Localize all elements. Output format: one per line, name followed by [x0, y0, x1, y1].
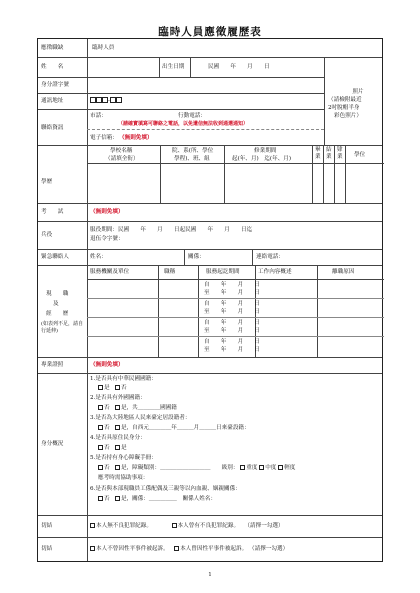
degree-header: 學位: [354, 152, 366, 158]
exp-period-header: 服務起訖期間: [206, 269, 240, 275]
dept-header: 院、系(所、學位: [172, 148, 214, 154]
education-label: 學歷: [41, 179, 53, 185]
email-note: （無則免填）: [119, 135, 153, 141]
email-label: 電子信箱：: [90, 135, 118, 141]
position-label: 應徵職缺: [41, 45, 64, 51]
period-header: 修業期間: [254, 148, 277, 154]
exam-note: （無則免填）: [90, 209, 124, 215]
exp-content-header: 工作內容概述: [258, 269, 292, 275]
exp-date-from-1[interactable]: 自 年 月 日: [204, 282, 260, 288]
q5-assist[interactable]: 應考時需協助事項：: [98, 475, 149, 481]
school-header: 學校名稱: [110, 148, 133, 154]
exp-date-to-1[interactable]: 至 年 月 日: [204, 290, 260, 296]
exp-date-to-2[interactable]: 至 年 月 日: [204, 309, 260, 315]
dept-subheader: 學程)、班、組: [174, 156, 210, 162]
q2-options: 否 是，共＿＿＿＿國國籍: [98, 405, 177, 412]
exp-date-from-2[interactable]: 自 年 月 日: [204, 301, 260, 307]
emergency-phone[interactable]: 連絡電話：: [256, 254, 284, 260]
emergency-name[interactable]: 姓名：: [90, 254, 107, 260]
graduated-header: 畢業: [315, 147, 321, 160]
address-label: 通訊地址: [41, 98, 64, 104]
exp-org-header: 服務機關及單位: [90, 269, 130, 275]
q4-yes-checkbox[interactable]: [115, 445, 120, 450]
q4-text: 4.是否具原住民身分：: [90, 435, 146, 441]
school-subheader: （請填全衔）: [105, 156, 139, 162]
q6-options: 否 是，關係：＿＿＿＿＿ 關係人姓名：: [98, 496, 216, 503]
q5-moderate-checkbox[interactable]: [259, 465, 264, 470]
q4-no-checkbox[interactable]: [98, 445, 103, 450]
pledge2-options: 本人不曾因性平事件被起訴。 本人曾因性平事件被起訴。 （請擇一勾選）: [90, 546, 288, 553]
pledge1-has-record-checkbox[interactable]: [172, 523, 177, 528]
emergency-label: 緊急聯絡人: [41, 254, 69, 260]
position-value[interactable]: 臨時人員: [92, 45, 115, 51]
experience-label-history: 經 歷: [46, 311, 69, 317]
q6-yes-checkbox[interactable]: [115, 496, 120, 501]
attended-header: 肄業: [337, 147, 343, 160]
q6-text: 6.是否與本部現職員工係配偶及三親等以內血親、姻親關係：: [90, 486, 241, 492]
exam-label: 考 試: [41, 209, 64, 215]
exp-title-header: 職稱: [164, 269, 176, 275]
label-column-divider: [87, 39, 88, 561]
q1-text: 1.是否具有中華民國國籍：: [90, 376, 157, 382]
q3-text: 3.是否為大陸地區人民來臺定居設籍者：: [90, 415, 191, 421]
military-retire-no[interactable]: 退伍令字號：: [90, 236, 124, 242]
q1-yes-checkbox[interactable]: [98, 385, 103, 390]
pledge1-label: 切結: [41, 523, 53, 529]
photo-caption-4: 彩色照片）: [334, 113, 362, 119]
exp-date-to-4[interactable]: 至 年 月 日: [204, 347, 260, 353]
q1-no-checkbox[interactable]: [115, 385, 120, 390]
q1-options: 是 否: [98, 385, 127, 392]
completed-header: 結業: [326, 147, 332, 160]
phone-note: （請確實填寫可聯絡之電話，以免遺信無法收到通選通知）: [118, 121, 249, 127]
skills-label: 專業證照: [41, 362, 64, 368]
q3-options: 否 是，自西元＿＿＿＿年＿＿＿月＿＿＿日來臺設籍：: [98, 425, 250, 432]
dob-value[interactable]: 民國 年 月 日: [208, 64, 270, 70]
mobile-phone-label: 行動電話：: [178, 113, 206, 119]
photo-caption-1: 照片: [352, 89, 364, 95]
q5-mild-checkbox[interactable]: [278, 465, 283, 470]
exp-date-to-3[interactable]: 至 年 月 日: [204, 328, 260, 334]
photo-caption-3: 2吋脫帽半身: [328, 105, 360, 111]
military-label: 兵役: [41, 232, 53, 238]
exp-date-from-4[interactable]: 自 年 月 日: [204, 339, 260, 345]
experience-label-and: 及: [53, 301, 59, 307]
id-label: 身分證字號: [41, 82, 69, 88]
identity-label: 身分概況: [41, 441, 64, 447]
form-title: 臨時人員應徵履歷表: [158, 26, 262, 38]
military-period[interactable]: 服役期間：民國 年 月 日起民國 年 月 日迄: [90, 227, 253, 233]
q2-no-checkbox[interactable]: [98, 405, 103, 410]
resume-form: [37, 38, 383, 562]
q5-severe-checkbox[interactable]: [240, 465, 245, 470]
q3-yes-checkbox[interactable]: [115, 425, 120, 430]
experience-label-note: (如表列不足，請自行延伸): [41, 321, 83, 334]
q2-yes-checkbox[interactable]: [115, 405, 120, 410]
q3-no-checkbox[interactable]: [98, 425, 103, 430]
exp-reason-header: 離職原因: [332, 269, 355, 275]
contact-label: 聯絡資訊: [41, 125, 64, 131]
pledge2-label: 切結: [41, 546, 53, 552]
period-subheader: 起(年、月) 迄(年、月): [232, 156, 292, 162]
skills-note: （無則免填）: [90, 362, 124, 368]
q6-no-checkbox[interactable]: [98, 496, 103, 501]
dob-label: 出生日期: [162, 64, 185, 70]
page-number: 1: [208, 572, 212, 578]
q4-options: 否 是: [98, 445, 127, 452]
exp-date-from-3[interactable]: 自 年 月 日: [204, 320, 260, 326]
pledge2-not-prosecuted-checkbox[interactable]: [90, 546, 95, 551]
name-label: 姓 名: [41, 64, 64, 70]
experience-label-current: 現 職: [46, 291, 69, 297]
q5-yes-checkbox[interactable]: [115, 465, 120, 470]
q5-text: 5.是否持有身心障礙手冊：: [90, 455, 157, 461]
pledge2-prosecuted-checkbox[interactable]: [174, 546, 179, 551]
emergency-relation[interactable]: 關係：: [188, 254, 205, 260]
home-phone-label: 市話：: [90, 113, 107, 119]
pledge1-options: 本人無不良犯罪紀錄。 本人曾有不良犯罪紀錄。 （請擇一勾選）: [90, 523, 284, 530]
q5-no-checkbox[interactable]: [98, 465, 103, 470]
zip-code-boxes[interactable]: -: [90, 97, 122, 105]
q2-text: 2.是否具有外國國籍：: [90, 395, 146, 401]
pledge1-no-record-checkbox[interactable]: [90, 523, 95, 528]
photo-caption-2: （請檢附最近: [328, 97, 362, 103]
q5-options: 否 是，障礙類別：＿＿＿＿＿＿＿＿＿ 級別： 重度 中度 輕度: [98, 465, 295, 472]
